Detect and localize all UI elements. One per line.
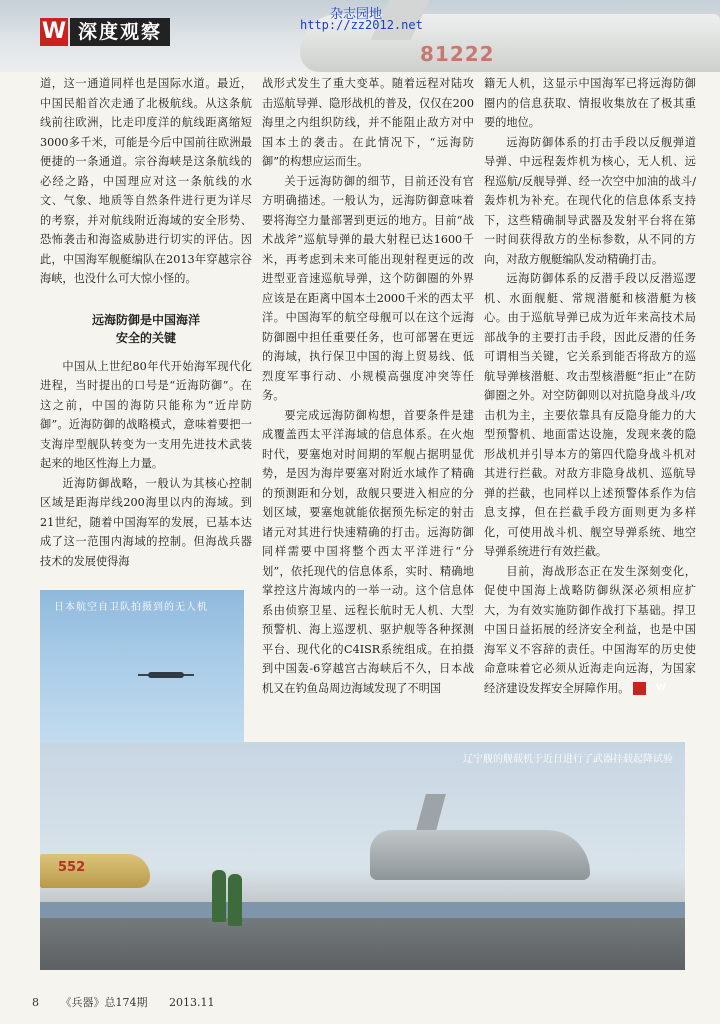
fighter-jet bbox=[370, 830, 590, 880]
paragraph-final bbox=[484, 562, 696, 699]
subheading bbox=[40, 311, 252, 347]
paragraph: 要完成远海防御构想，首要条件是建成覆盖西太平洋海域的信息体系。在火炮时代，要塞炮对时间期的军舰占据明显优势，是因为海岸要塞对附近水域作了精确的预测距和分划，敌舰只要进入相应的分划区域，要塞炮就能依据预先标定的射击诸元对其进行快速精确的打击。远海防御同样需要中国将整个西太平洋进行“分划”，依托现代的信息体系，实时、精确地掌控这片海域内的一举一动。这个信息体系由侦察卫星、远程长航时无人机、大型预警机、海上巡逻机、驱护舰等各种探测平台、现代化的C4ISR系统组成。在拍摄到中国轰-6穿越宫古海峡后不久，日本战机又在钓鱼岛周边海域发现了不明国 bbox=[262, 408, 474, 695]
parked-jet-number: 552 bbox=[58, 860, 86, 875]
page-footer bbox=[32, 994, 233, 1010]
text-column-3 bbox=[484, 74, 696, 698]
paragraph: 道，这一通道同样也是国际水道。最近，中国民船首次走通了北极航线。从这条航线前往欧洲，比走印度洋的航线距离缩短3000多千米，可能是今后中国前往欧洲最便捷的一条通道。宗谷海峡是这条航线的必经之路，中国理应对这一条航线的水文、气象、地质等自然条件进行更为详尽的考察，并对航线附近海域的安全形势、恐怖袭击和海盗威胁进行切实的评估。因此，中国海军舰艇编队在2013年穿越宗谷海峡，也没什么可大惊小怪的。 bbox=[40, 77, 252, 285]
paragraph: 中国从上世纪80年代开始海军现代化进程，当时提出的口号是“近海防御”。在这之前，中国的海防只能称为“近岸防御”。近海防御的战略模式，意味着要把一支海岸型舰队转变为一支用先进技术武装起来的地区性海上力量。 bbox=[40, 359, 252, 470]
page-number: 8 bbox=[32, 996, 39, 1009]
deck-crew-member bbox=[228, 874, 242, 926]
brand-logo: W bbox=[41, 19, 67, 44]
text-column-1 bbox=[40, 74, 252, 571]
paragraph: 籍无人机，这显示中国海军已将远海防御圈内的信息获取、情报收集放在了极其重要的地位。 bbox=[484, 77, 696, 129]
parked-jet bbox=[40, 854, 150, 888]
text-column-2 bbox=[262, 74, 474, 698]
paragraph: 战形式发生了重大变革。随着远程对陆攻击巡航导弹、隐形战机的普及，仅仅在200海里之内组织防线，并不能阻止敌方对中国本土的袭击。在此情况下，“远海防御”的构想应运而生。 bbox=[262, 77, 474, 168]
magazine-issue: 《兵器》总174期 bbox=[60, 996, 148, 1009]
uav-photo-caption: 日本航空自卫队拍摄到的无人机 bbox=[54, 602, 208, 613]
carrier-photo bbox=[40, 742, 685, 970]
deck-crew-member bbox=[212, 870, 226, 922]
uav-icon bbox=[148, 672, 184, 678]
watermark-site-url: http://zz2012.net bbox=[300, 18, 423, 32]
header-aircraft-number: 81222 bbox=[420, 42, 495, 66]
subheading-line-2: 安全的关键 bbox=[115, 330, 176, 345]
uav-photo bbox=[40, 590, 244, 744]
paragraph-text: 目前，海战形态正在发生深刻变化，促使中国海上战略防御纵深必须相应扩大，为有效实施防御作战打下基础。捍卫中国日益拓展的经济安全利益，也是中国海军义不容辞的责任。中国海军的历史使命意味着它必须从近海走向远海，为国家经济建设发挥安全屏障作用。 bbox=[484, 564, 696, 695]
paragraph: 远海防御体系的打击手段以反舰弹道导弹、中远程轰炸机为核心，无人机、远程巡航/反舰导弹、经一次空中加油的战斗/轰炸机为补充。在现代化的信息体系支持下，这些精确制导武器及发射平台将在第一时间获得敌方的坐标参数，从不同的方向，对敌方舰艇编队发动精确打击。 bbox=[484, 135, 696, 266]
issue-date: 2013.11 bbox=[169, 996, 215, 1009]
paragraph: 近海防御战略，一般认为其核心控制区域是距海岸线200海里以内的海域。到21世纪，随着中国海军的发展，已基本达成了这一范围内海域的控制。但海战兵器技术的发展使得海 bbox=[40, 476, 252, 568]
page-header bbox=[0, 0, 720, 72]
watermark-site-name: 杂志园地 bbox=[330, 7, 383, 22]
carrier-deck bbox=[40, 918, 685, 970]
carrier-photo-caption: 辽宁舰的舰载机于近日进行了武器挂载起降试验 bbox=[463, 754, 673, 765]
subheading-line-1: 远海防御是中国海洋 bbox=[91, 312, 200, 327]
paragraph: 远海防御体系的反潜手段以反潜巡逻机、水面舰艇、常规潜艇和核潜艇为核心。由于巡航导弹已成为近年来高技术局部战争的主要打击手段，因此反潜的任务可谓相当关键，它关系到能否将敌方的巡航导弹核潜艇、攻击型核潜艇“拒止”在防御圈之外。对空防御则以对抗隐身战斗/攻击机为主，主要依靠具有反隐身能力的大型预警机、地面雷达设施，发现来袭的隐形战机并引导本方的第四代隐身战斗机对其进行拦截。对敌方非隐身战机、巡航导弹的拦截，也同样以上述预警体系作为信息支撑，但在拦截手段方面则更为多样化，可使用战斗机、舰空导弹系统、地空导弹系统进行有效拦截。 bbox=[484, 272, 696, 558]
end-mark-icon: W bbox=[633, 682, 646, 695]
section-title: 深度观察 bbox=[70, 18, 170, 46]
paragraph: 关于远海防御的细节，目前还没有官方明确描述。一般认为，远海防御意味着要将海空力量部署到更远的地方。目前“战术战斧”巡航导弹的最大射程已达1600千米，再考虑到未来可能出现射程更远的改进型亚音速巡航导弹，这个防御圈的外界应该是在距离中国本土2000千米的西太平洋。中国海军的航空母舰可以在这个远海防御圈中担任重要任务，也可部署在更远的海域，执行保卫中国的海上贸易线、低烈度军事行动、小规模高强度冲突等任务。 bbox=[262, 174, 474, 402]
